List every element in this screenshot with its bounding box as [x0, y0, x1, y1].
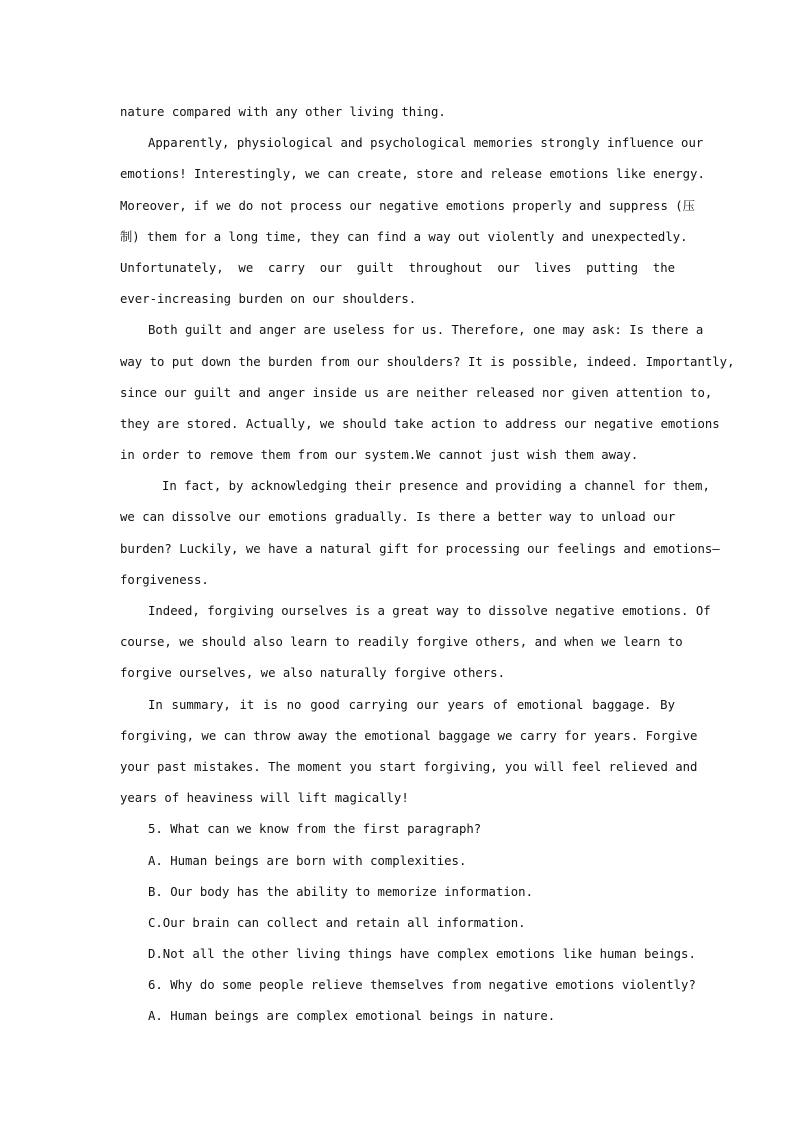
text-line: Both guilt and anger are useless for us. Therefore, one may ask: Is there a	[148, 323, 704, 338]
paragraph	[120, 97, 675, 128]
question-stem: 6. Why do some people relieve themselves from negative emotions violently?	[148, 978, 696, 993]
option-a: A. Human beings are born with complexities.	[148, 853, 467, 868]
text-line: In summary, it is no good carrying our years of emotional baggage. By	[148, 697, 675, 712]
text-line: Apparently, physiological and psychological memories strongly influence our	[148, 136, 704, 151]
text-line: In fact, by acknowledging their presence and providing a channel for them,	[162, 479, 710, 494]
text-line: course, we should also learn to readily forgive others, and when we learn to	[120, 635, 683, 650]
paragraph	[120, 596, 711, 690]
text-line: they are stored. Actually, we should take action to address our negative emotions	[120, 416, 720, 431]
text-line: Moreover, if we do not process our negative emotions properly and suppress (压	[120, 198, 695, 213]
text-line: in order to remove them from our system.We cannot just wish them away.	[120, 448, 639, 463]
text-line: emotions! Interestingly, we can create, store and release emotions like energy.	[120, 167, 705, 182]
text-line: 制) them for a long time, they can find a way out violently and unexpectedly.	[120, 229, 688, 244]
text-line: way to put down the burden from our shoulders? It is possible, indeed. Importantly,	[120, 354, 735, 369]
paragraph	[120, 690, 698, 815]
text-line: burden? Luckily, we have a natural gift for processing our feelings and emotions—	[120, 541, 720, 556]
paragraph	[120, 128, 705, 315]
question-stem: 5. What can we know from the first paragraph?	[148, 822, 482, 837]
text-line: forgive ourselves, we also naturally forgive others.	[120, 666, 505, 681]
text-line: Unfortunately, we carry our guilt throughout our lives putting the	[120, 260, 675, 275]
question-5	[120, 814, 696, 970]
text-line: your past mistakes. The moment you start forgiving, you will feel relieved and	[120, 759, 698, 774]
text-line: Indeed, forgiving ourselves is a great way to dissolve negative emotions. Of	[148, 604, 711, 618]
option-d: D.Not all the other living things have complex emotions like human beings.	[148, 947, 696, 962]
option-a: A. Human beings are complex emotional beings in nature.	[148, 1009, 556, 1024]
document-page	[120, 97, 735, 1033]
paragraph	[120, 471, 720, 596]
text-line: ever-increasing burden on our shoulders.	[120, 292, 417, 307]
text-line: forgiving, we can throw away the emotional baggage we carry for years. Forgive	[120, 728, 698, 743]
text-line: nature compared with any other living thing.	[120, 105, 446, 119]
text-line: forgiveness.	[120, 572, 209, 587]
text-line: since our guilt and anger inside us are neither released nor given attention to,	[120, 385, 713, 400]
text-line: we can dissolve our emotions gradually. Is there a better way to unload our	[120, 510, 676, 525]
text-line: years of heaviness will lift magically!	[120, 791, 409, 806]
option-c: C.Our brain can collect and retain all information.	[148, 915, 526, 930]
question-6	[120, 970, 696, 1032]
paragraph	[120, 315, 735, 471]
option-b: B. Our body has the ability to memorize information.	[148, 884, 533, 899]
